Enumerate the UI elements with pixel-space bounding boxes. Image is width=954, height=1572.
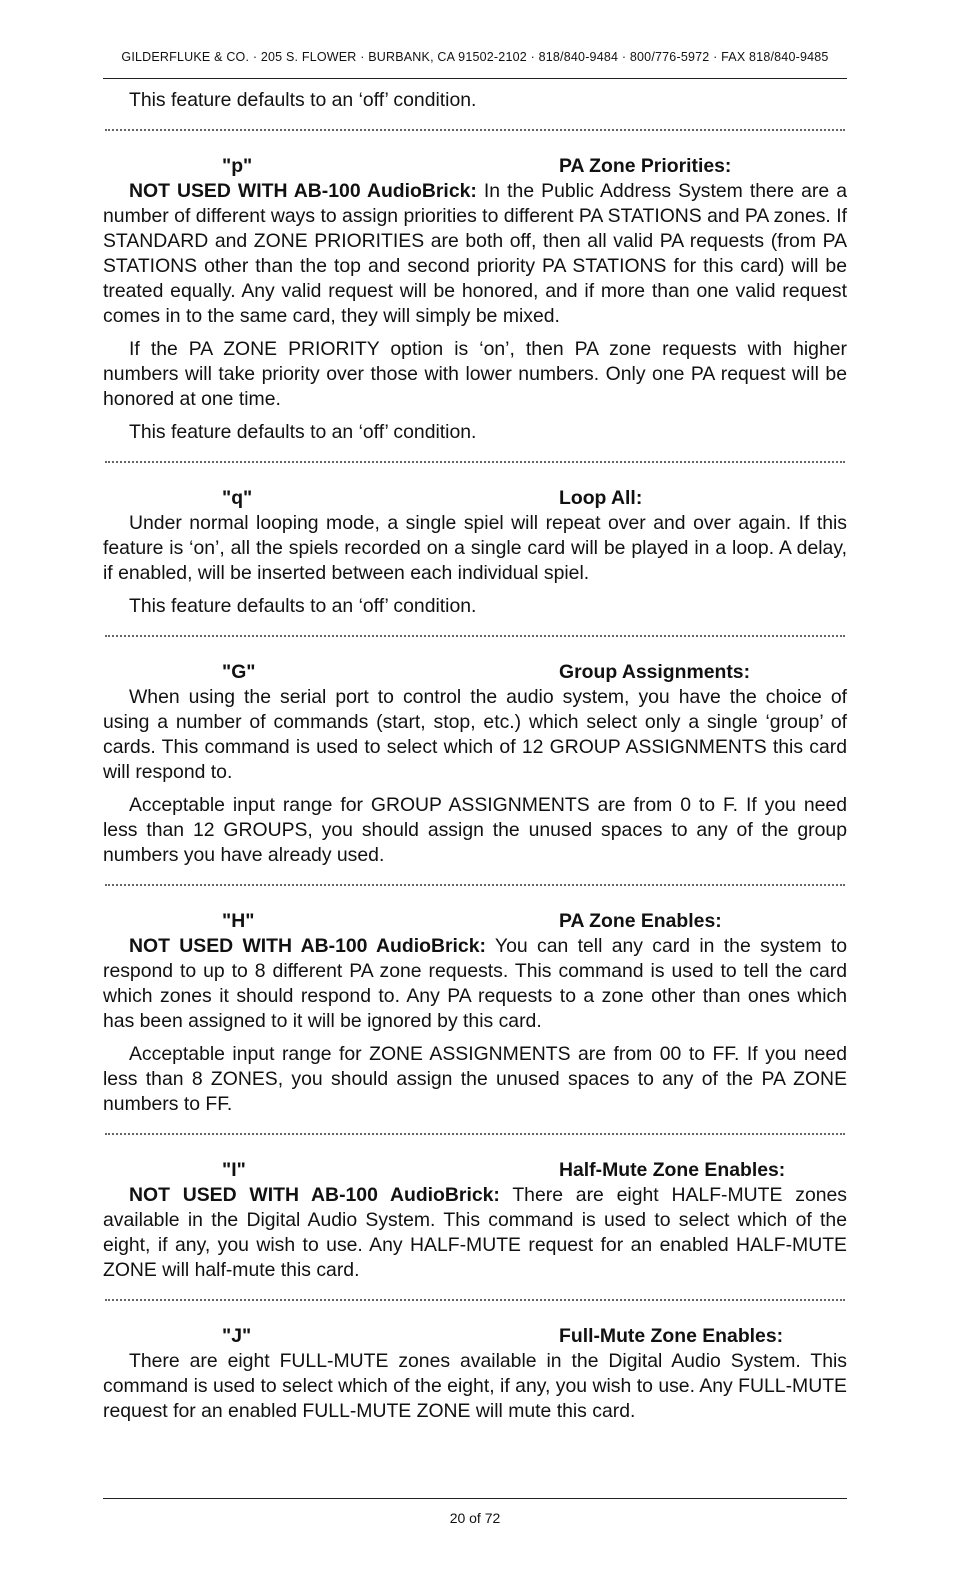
command-title: Group Assignments: — [559, 661, 751, 683]
command-title: Loop All: — [559, 487, 643, 509]
section-paragraph: Acceptable input range for ZONE ASSIGNMENTS are from 00 to FF. If you need less than 8 ZONES, you should assign the unused spaces to any of the PA ZONE numbers to FF. — [103, 1043, 847, 1115]
page-number: 20 of 72 — [449, 1510, 501, 1526]
command-code: "H" — [222, 910, 255, 932]
paragraph-text: There are eight HALF-MUTE zones available in the Digital Audio System. This command is used to select which of the eight, if any, you wish to use. Any HALF-MUTE request for an enabled HALF-MUTE ZONE will half-mute this card. — [103, 1184, 847, 1281]
section-paragraph — [103, 1183, 847, 1283]
section-heading-h — [103, 908, 847, 934]
command-title: PA Zone Enables: — [559, 910, 722, 932]
section-heading-i — [103, 1157, 847, 1183]
footer-rule — [103, 1498, 847, 1499]
section-paragraph — [103, 179, 847, 329]
section-divider — [105, 884, 845, 886]
section-heading-g — [103, 659, 847, 685]
section-paragraph: If the PA ZONE PRIORITY option is ‘on’, then PA zone requests with higher numbers will take priority over those with lower numbers. Only one PA request will be honored at one time. — [103, 338, 847, 410]
header-rule — [103, 78, 847, 79]
intro-default-note: This feature defaults to an ‘off’ condition. — [129, 89, 477, 111]
command-title: PA Zone Priorities: — [559, 155, 732, 177]
section-divider — [105, 461, 845, 463]
section-paragraph — [103, 934, 847, 1034]
section-paragraph: This feature defaults to an ‘off’ condition. — [129, 421, 477, 443]
command-title: Full-Mute Zone Enables: — [559, 1325, 784, 1347]
page-content — [103, 88, 847, 1432]
command-code: "p" — [222, 155, 253, 177]
bold-lead: NOT USED WITH AB-100 AudioBrick: — [129, 180, 477, 202]
command-code: "q" — [222, 487, 253, 509]
section-paragraph: This feature defaults to an ‘off’ condition. — [129, 595, 477, 617]
section-paragraph: There are eight FULL-MUTE zones available in the Digital Audio System. This command is used to select which of the eight, if any, you wish to use. Any FULL-MUTE request for an enabled FULL-MUTE ZONE will mute this card. — [103, 1350, 847, 1422]
command-title: Half-Mute Zone Enables: — [559, 1159, 786, 1181]
section-heading-p — [103, 153, 847, 179]
section-divider — [105, 1299, 845, 1301]
page-header: GILDERFLUKE & CO. · 205 S. FLOWER · BURBANK, CA 91502-2102 · 818/840-9484 · 800/776-5972 · FAX 818/840-9485 — [121, 50, 829, 64]
paragraph-text: In the Public Address System there are a number of different ways to assign priorities to different PA STATIONS and PA zones. If STANDARD and ZONE PRIORITIES are both off, then all valid PA requests (from PA STATIONS other than the top and second priority PA STATIONS for this card) will be treated equally. Any valid request will be honored, and if more than one valid request comes in to the same card, they will simply be mixed. — [103, 180, 848, 327]
section-divider — [105, 1133, 845, 1135]
section-paragraph: Under normal looping mode, a single spiel will repeat over and over again. If this feature is ‘on’, all the spiels recorded on a single card will be played in a loop. A delay, if enabled, will be inserted between each individual spiel. — [103, 512, 847, 584]
section-paragraph: Acceptable input range for GROUP ASSIGNMENTS are from 0 to F. If you need less than 12 GROUPS, you should assign the unused spaces to any of the group numbers you have already used. — [103, 794, 847, 866]
command-code: "G" — [222, 661, 256, 683]
section-divider — [105, 635, 845, 637]
paragraph-text: You can tell any card in the system to respond to up to 8 different PA zone requests. This command is used to tell the card which zones it should respond to. Any PA requests to a zone other than ones which has been assigned to it will be ignored by this card. — [103, 935, 847, 1032]
command-code: "J" — [222, 1325, 252, 1347]
section-paragraph: When using the serial port to control the audio system, you have the choice of using a number of commands (start, stop, etc.) which select only a single ‘group’ of cards. This command is used to select which of 12 GROUP ASSIGNMENTS this card will respond to. — [103, 686, 847, 783]
bold-lead: NOT USED WITH AB-100 AudioBrick: — [129, 935, 486, 957]
bold-lead: NOT USED WITH AB-100 AudioBrick: — [129, 1184, 500, 1206]
section-heading-q — [103, 485, 847, 511]
section-divider — [105, 129, 845, 131]
command-code: "I" — [222, 1159, 246, 1181]
section-heading-j — [103, 1323, 847, 1349]
